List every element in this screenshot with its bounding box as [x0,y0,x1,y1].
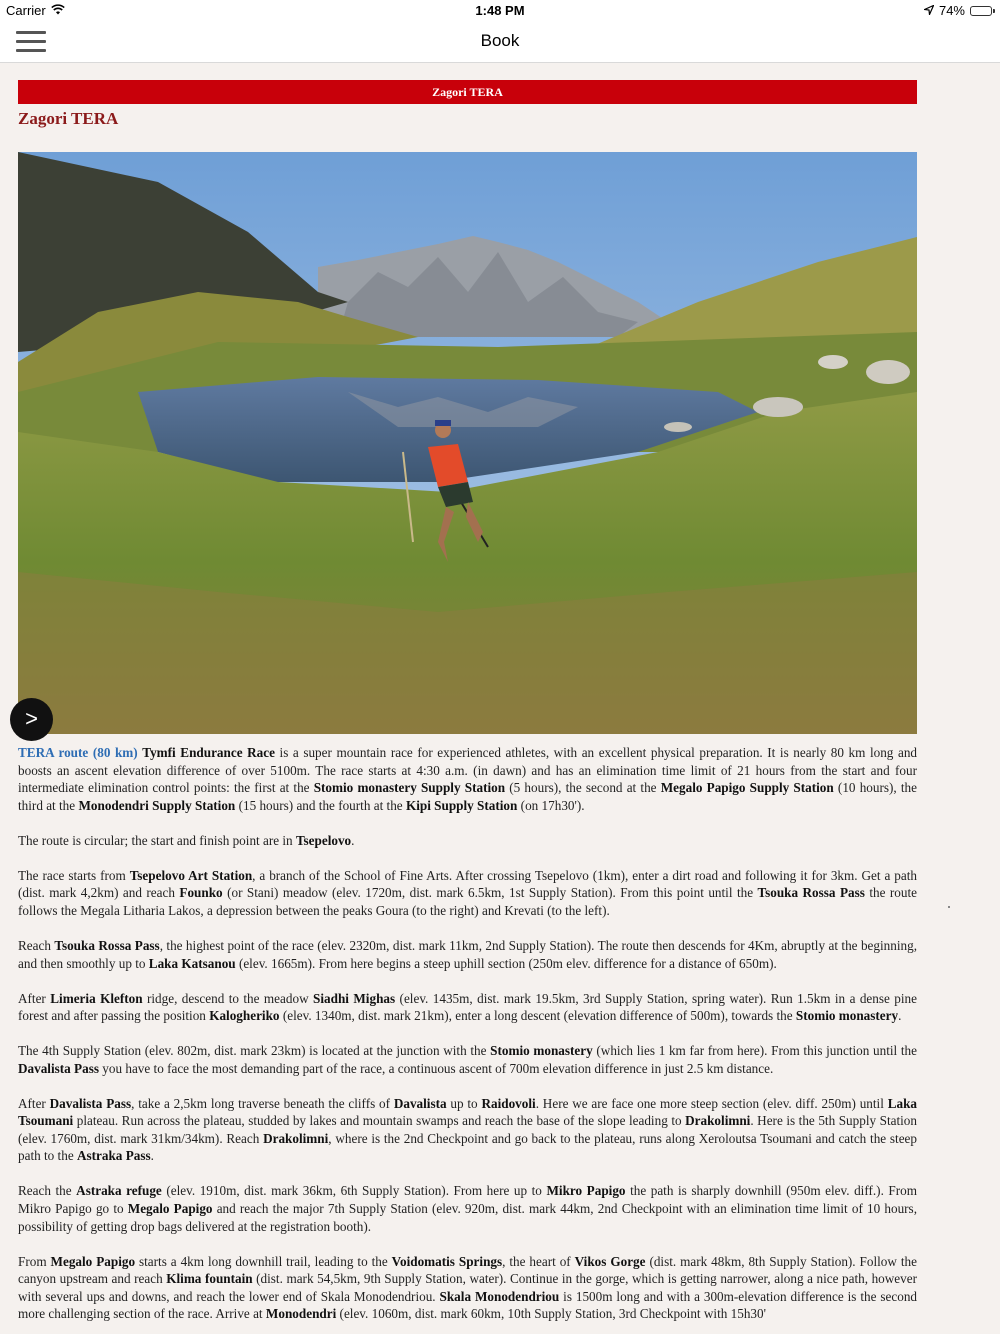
text: (elev. 1340m, dist. mark 21km), enter a long descent (elevation difference of 500m), towards the [279,1008,796,1024]
text: starts a 4km long downhill trail, leading to the [135,1253,392,1269]
text: ridge, descend to the meadow [142,990,314,1006]
paragraph [18,1042,917,1077]
text: up to [446,1095,482,1111]
paragraph [18,744,917,814]
paragraph [18,990,917,1025]
bold-text: Stomio monastery Supply Station [313,780,506,796]
text: . Here we are face one more steep section (elev. diff. 250m) until [535,1095,888,1111]
bold-text: Megalo Papigo [50,1253,136,1269]
carrier-label: Carrier [6,3,46,18]
text: (elev. 1435m, dist. mark 19.5km, 3rd Supply Station, spring water). Run 1.5km in a dense pine forest and after passing the position [18,990,917,1024]
bold-text: Astraka refuge [76,1183,162,1199]
bold-text: Kalogheriko [209,1008,280,1024]
section-title: Zagori TERA [18,109,119,128]
text: (elev. 1060m, dist. mark 60km, 10th Supply Station, 3rd Checkpoint with 15h30' [336,1306,766,1322]
text: , the heart of [502,1253,575,1269]
text: Reach the [18,1183,77,1199]
scroll-indicator [948,906,950,908]
clock: 1:48 PM [475,3,525,18]
text: After [18,990,51,1006]
text: Reach [18,937,55,953]
next-page-button[interactable]: > [10,698,53,741]
text: is 1500m long and with a 300m-elevation difference is the second more challenging section of the race. Arrive at [18,1288,918,1322]
text: (5 hours), the second at the [505,780,661,796]
text: (or Stani) meadow (elev. 1720m, dist. mark 6.5km, 1st Supply Station). From this point until the [222,885,758,901]
bold-text: Voidomatis Springs [391,1253,503,1269]
text: (elev. 1910m, dist. mark 36km, 6th Supply Station). From here up to [161,1183,547,1199]
bold-text: Stomio monastery [490,1043,593,1059]
bold-text: Tsepelovo Art Station [129,867,253,883]
paragraph [18,1182,917,1235]
bold-text: Tsouka Rossa Pass [757,885,865,901]
text: plateau. Run across the plateau, studded by lakes and mountain swamps and reach the base of the slope leading to [73,1113,686,1129]
bold-text: Vikos Gorge [574,1253,646,1269]
text: the route follows the Megala Litharia Lakos, a depression between the peaks Goura (to the right) and Krevati (to the left). [18,885,917,918]
page-title: Book [480,31,520,50]
bold-text: Mikro Papigo [546,1183,626,1199]
text: . [150,1148,154,1164]
text: you have to face the most demanding part of the race, a continuous ascent of 700m elevation difference in just 2.5 km distance. [98,1060,774,1076]
text: (on 17h30'). [517,797,585,813]
article-body [18,744,917,1334]
text: (10 hours), the third at the [18,780,917,813]
bold-text: Laka Katsanou [148,955,236,971]
bold-text: Tsepelovo [295,832,352,848]
bold-text: Monodendri [265,1306,337,1322]
text: The race starts from [18,867,130,883]
text: The 4th Supply Station (elev. 802m, dist. mark 23km) is located at the junction with the [18,1043,491,1059]
battery-percent: 74% [938,3,965,18]
text: . [351,832,355,848]
bold-text: Drakolimni [263,1130,329,1146]
bold-text: Davalista Pass [49,1095,132,1111]
book-content[interactable] [0,63,1000,1334]
bold-text: Skala Monodendriou [439,1288,560,1304]
paragraph [18,1253,917,1323]
bold-text: Raidovoli [481,1095,536,1111]
status-bar [0,0,1000,22]
text: (dist. mark 48km, 8th Supply Station). Follow the canyon upstream and reach [18,1253,917,1287]
bold-text: Siadhi Mighas [313,990,396,1006]
text: , the highest point of the race (elev. 2320m, dist. mark 11km, 2nd Supply Station). The route then descends for 4Km, abruptly at the beginning, and then smoothly up to [18,937,917,971]
bold-text: Laka Tsoumani [18,1095,918,1129]
battery-icon [970,6,992,16]
text: (15 hours) and the fourth at the [235,797,406,813]
bold-text: Drakolimni [685,1113,751,1129]
bold-text: Founko [179,885,223,901]
location-arrow-icon [924,3,934,18]
text: , where is the 2nd Checkpoint and go back to the plateau, runs along Xeroloutsa Tsoumani and catch the steep path to the [18,1130,917,1164]
paragraph [18,832,917,850]
text: , take a 2,5km long traverse beneath the cliffs of [131,1095,394,1111]
bold-text: Stomio monastery [795,1008,899,1024]
text: is a super mountain race for experienced athletes, with an excellent physical preparation. It is nearly 80 km long and boosts an ascent elevation difference of over 5100m. The race starts at 4:30 a.m. (in dawn) and has an elimination time limit of 21 hours from the start and four intermediate elimination control points: the first at the [18,745,918,796]
text: (elev. 1665m). From here begins a steep uphill section (250m elev. difference for a distance of 650m). [235,955,777,971]
section-banner: Zagori TERA [18,80,917,104]
text: (which lies 1 km far from here). From this junction until the [592,1043,917,1059]
text: After [18,1095,50,1111]
race-photo [18,152,917,734]
bold-text: Astraka Pass [76,1148,151,1164]
route-link[interactable]: TERA route (80 km) [18,745,138,760]
text: . Here is the 5th Supply Station (elev. 1760m, dist. mark 31km/34km). Reach [18,1113,917,1146]
bold-text: Megalo Papigo [127,1201,213,1217]
bold-text: Monodendri Supply Station [78,797,236,813]
navigation-bar [0,22,1000,63]
text: (dist. mark 54,5km, 9th Supply Station, water). Continue in the gorge, which is getting narrower, along a nice path, however with several ups and downs, and reach the lower end of Skala Monodendriou. [18,1271,917,1304]
paragraph [18,937,917,972]
bold-text: Davalista Pass [18,1060,99,1076]
text: , a branch of the School of Fine Arts. After crossing Tsepelovo (1km), enter a dirt road and following it for 3km. Get a path (dist. mark 4,2km) and reach [18,867,917,901]
text: . [898,1008,902,1024]
race-name: Tymfi Endurance Race [142,745,275,760]
paragraph [18,1095,917,1165]
bold-text: Klima fountain [166,1271,253,1287]
bold-text: Davalista [393,1095,447,1111]
bold-text: Tsouka Rossa Pass [54,937,160,953]
text: and reach the major 7th Supply Station (elev. 920m, dist. mark 44km, 2nd Checkpoint with an elimination time limit of 10 hours, possibility of getting drop bags delivered at the registration booth). [18,1201,917,1234]
bold-text: Kipi Supply Station [405,797,518,813]
text: The route is circular; the start and finish point are in [18,832,296,848]
text: the path is sharply downhill (950m elev. diff.). From Mikro Papigo go to [18,1183,917,1217]
bold-text: Megalo Papigo Supply Station [660,780,834,796]
bold-text: Limeria Klefton [50,990,143,1006]
text: From [18,1253,51,1269]
paragraph [18,867,917,920]
